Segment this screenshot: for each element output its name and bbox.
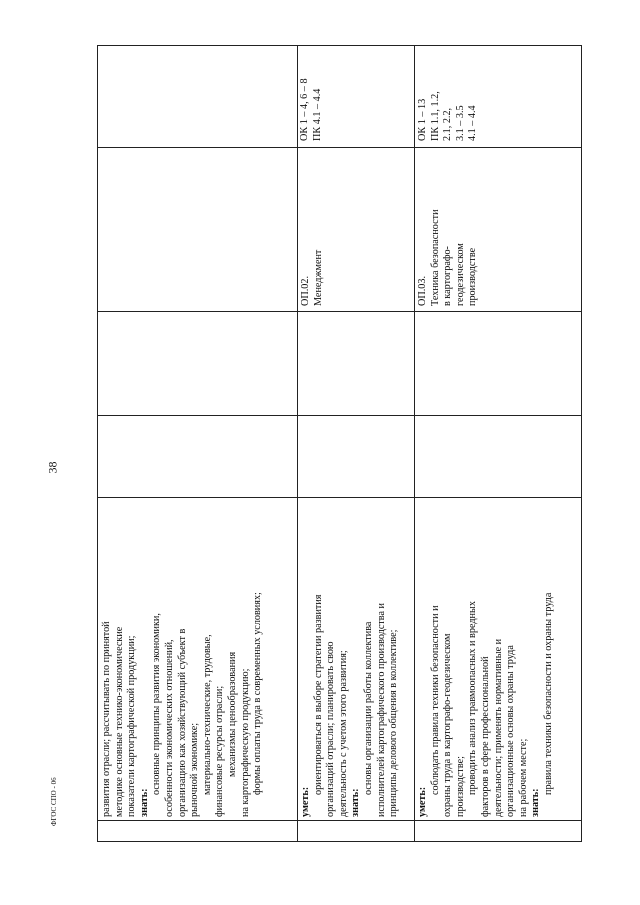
row3-discipline: [417, 156, 480, 306]
code-line: 4.1 – 4.4: [467, 105, 479, 141]
text-line: развития отрасли; рассчитывать по принятой: [101, 621, 112, 817]
text-line: деятельность с учетом этого развития;: [337, 650, 349, 817]
row1-codes: [299, 51, 324, 141]
row-divider-1: [297, 45, 298, 842]
column-divider-discipline: [97, 311, 582, 312]
row3-codes: [417, 51, 480, 141]
text-line: методике основные технико-экономические: [113, 626, 125, 817]
text-line: охраны труда в картографо-геодезическом: [442, 633, 454, 817]
discipline-title-line: производстве: [467, 247, 479, 306]
text-line: рыночной экономике;: [189, 722, 201, 817]
column-divider-index: [97, 497, 582, 498]
text-line: организаций отрасли; планировать свою: [325, 641, 337, 817]
discipline-title-line: в картографо-: [442, 246, 454, 306]
know-label: знать:: [138, 788, 150, 817]
column-divider-left: [97, 820, 582, 821]
text-line: факторов в сфере профессиональной: [479, 656, 491, 817]
text-line: производстве;: [454, 756, 466, 817]
code-line: 3.1 – 3.5: [454, 105, 466, 141]
column-divider-hours: [97, 415, 582, 416]
code-line: 2.1, 2.2,: [442, 107, 454, 141]
row3-competencies: [417, 499, 556, 817]
row2-discipline: [300, 156, 325, 306]
text-line: принципы делового общения в коллективе;: [388, 629, 400, 817]
text-line: основные принципы развития экономики,: [151, 613, 163, 795]
text-line: на рабочем месте;: [517, 738, 529, 817]
able-label: уметь:: [300, 786, 311, 817]
row2-competencies: [300, 499, 401, 817]
text-line: особенности экономических отношений,: [163, 639, 175, 817]
code-line: ПК 1.1, 1.2,: [429, 91, 441, 141]
text-line: формы оплаты труда в современных условиях;: [252, 592, 264, 795]
know-label: знать:: [530, 788, 542, 817]
able-label: уметь:: [417, 786, 428, 817]
discipline-title-line: геодезическом: [454, 243, 466, 306]
row-divider-2: [414, 45, 415, 842]
text-line: механизмы ценообразования: [226, 651, 238, 777]
know-label: знать:: [350, 788, 362, 817]
discipline-title: Менеджмент: [312, 249, 324, 306]
text-line: исполнителей картографического производства и: [375, 602, 387, 817]
text-line: соблюдать правила техники безопасности и: [429, 605, 441, 795]
code-line: ПК 4.1 – 4.4: [311, 88, 323, 141]
text-line: на картографическую продукцию;: [239, 668, 251, 817]
text-line: материально-технические, трудовые,: [201, 634, 213, 795]
text-line: ориентироваться в выборе стратегии развития: [312, 594, 324, 795]
text-line: финансовые ресурсы отрасли;: [214, 685, 226, 817]
discipline-code: ОП.03.: [417, 276, 428, 306]
footer-code: ФГОС СПО - 06: [50, 777, 58, 826]
text-line: деятельности; применять нормативные и: [492, 638, 504, 817]
text-line: правила техники безопасности и охраны труда: [542, 592, 554, 795]
page-number: 38: [45, 461, 60, 474]
text-line: показатели картографической продукции;: [126, 635, 138, 817]
code-line: ОК 1 – 4, 6 – 8: [299, 78, 310, 141]
text-line: организационные основы охраны труда: [505, 645, 517, 817]
code-line: ОК 1 – 13: [417, 98, 428, 141]
text-line: проводить анализ травмоопасных и вредных: [467, 601, 479, 795]
text-line: основы организации работы коллектива: [362, 621, 374, 795]
discipline-code: ОП.02.: [300, 276, 311, 306]
discipline-title-line: Техника безопасности: [429, 209, 441, 306]
text-line: организацию как хозяйствующий субъект в: [176, 628, 188, 817]
column-divider-codes: [97, 147, 582, 148]
row1-competencies: [101, 499, 265, 817]
